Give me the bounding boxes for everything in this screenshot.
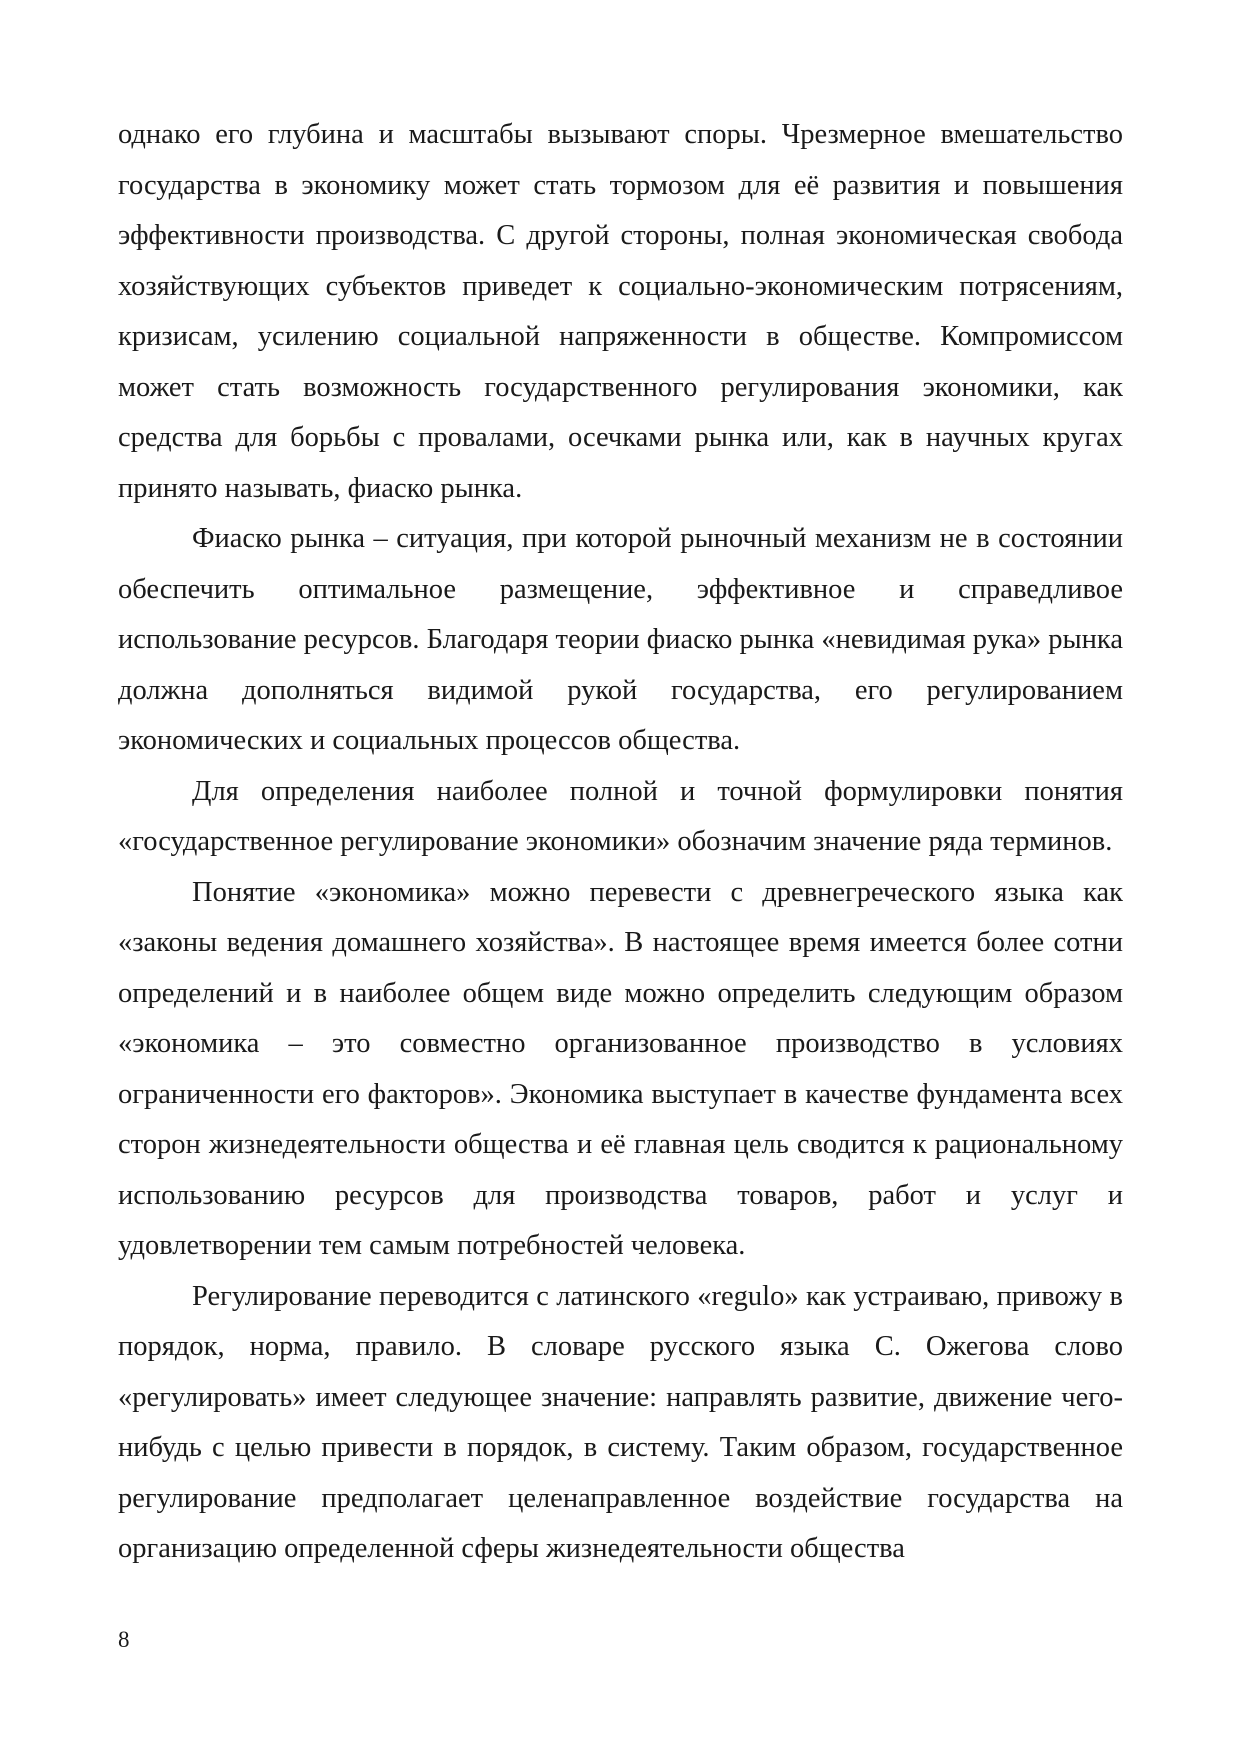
paragraph-definition-intro: Для определения наиболее полной и точной формулировки понятия «государственное регулирование экономики» обозначим значение ряда терминов. xyxy=(118,775,1123,857)
paragraph-regulation-definition: Регулирование переводится с латинского «regulo» как устраиваю, привожу в порядок, норма, правило. В словаре русского языка С. Ожегова слово «регулировать» имеет следующее значение: направлять развитие, движение чего-нибудь с целью привести в порядок, в систему. Таким образом, государственное регулирование предполагает целенаправленное воздействие государства на организацию определенной сферы жизнедеятельности общества xyxy=(118,1280,1123,1564)
paragraph-continuation: однако его глубина и масштабы вызывают споры. Чрезмерное вмешательство государства в экономику может стать тормозом для её развития и повышения эффективности производства. С другой стороны, полная экономическая свобода хозяйствующих субъектов приведет к социально-экономическим потрясениям, кризисам, усилению социальной напряженности в обществе. Компромиссом может стать возможность государственного регулирования экономики, как средства для борьбы с провалами, осечками рынка или, как в научных кругах принято называть, фиаско рынка. xyxy=(118,119,1123,504)
document-body xyxy=(118,110,1123,1575)
paragraph-market-failure: Фиаско рынка – ситуация, при которой рыночный механизм не в состоянии обеспечить оптимальное размещение, эффективное и справедливое использование ресурсов. Благодаря теории фиаско рынка «невидимая рука» рынка должна дополняться видимой рукой государства, его регулированием экономических и социальных процессов общества. xyxy=(118,523,1123,756)
page-number: 8 xyxy=(118,1627,130,1652)
paragraph-economy-definition: Понятие «экономика» можно перевести с древнегреческого языка как «законы ведения домашнего хозяйства». В настоящее время имеется более сотни определений и в наиболее общем виде можно определить следующим образом «экономика – это совместно организованное производство в условиях ограниченности его факторов». Экономика выступает в качестве фундамента всех сторон жизнедеятельности общества и её главная цель сводится к рациональному использованию ресурсов для производства товаров, работ и услуг и удовлетворении тем самым потребностей человека. xyxy=(118,876,1123,1261)
